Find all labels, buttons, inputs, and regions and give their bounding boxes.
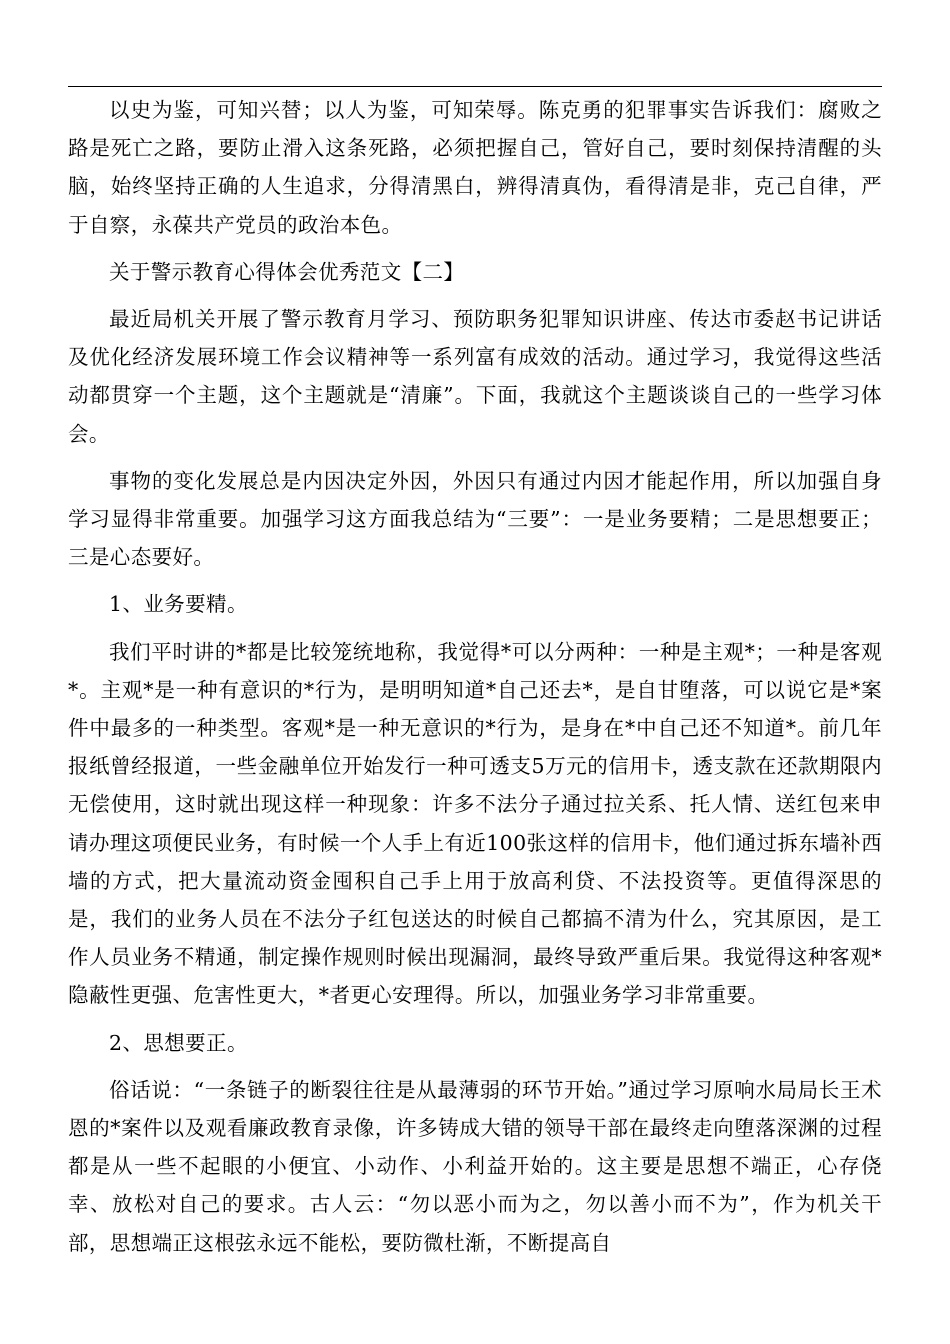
header-rule bbox=[68, 86, 882, 87]
paragraph-three-requirements: 事物的变化发展总是内因决定外因，外因只有通过内因才能起作用，所以加强自身学习显得非常重要。加强学习这方面我总结为“三要”：一是业务要精；二是思想要正；三是心态要好。 bbox=[68, 468, 882, 570]
section-heading: 关于警示教育心得体会优秀范文【二】 bbox=[109, 259, 465, 284]
paragraph-business: 我们平时讲的*都是比较笼统地称，我觉得*可以分两种：一种是主观*；一种是客观*。主观*是一种有意识的*行为，是明明知道*自己还去*，是自甘堕落，可以说它是*案件中最多的一种类型。客观*是一种无意识的*行为，是身在*中自己还不知道*。前几年报纸曾经报道，一些金融单位开始发行一种可透支5万元的信用卡，透支款在还款期限内无偿使用，这时就出现这样一种现象：许多不法分子通过拉关系、托人情、送红包来申请办理这项便民业务，有时候一个人手上有近100张这样的信用卡，他们通过拆东墙补西墙的方式，把大量流动资金囤积自己手上用于放高利贷、不法投资等。更值得深思的是，我们的业务人员在不法分子红包送达的时候自己都搞不清为什么，究其原因，是工作人员业务不精通，制定操作规则时候出现漏洞，最终导致严重后果。我觉得这种客观*隐蔽性更强、危害性更大，*者更心安理得。所以，加强业务学习非常重要。 bbox=[68, 639, 882, 1008]
document-body bbox=[68, 91, 882, 1271]
paragraph-intro: 最近局机关开展了警示教育月学习、预防职务犯罪知识讲座、传达市委赵书记讲话及优化经济发展环境工作会议精神等一系列富有成效的活动。通过学习，我觉得这些活动都贯穿一个主题，这个主题就是“清廉”。下面，我就这个主题谈谈自己的一些学习体会。 bbox=[68, 307, 882, 446]
paragraph-conclusion: 以史为鉴，可知兴替；以人为鉴，可知荣辱。陈克勇的犯罪事实告诉我们：腐败之路是死亡之路，要防止滑入这条死路，必须把握自己，管好自己，要时刻保持清醒的头脑，始终坚持正确的人生追求，分得清黑白，辨得清真伪，看得清是非，克己自律，严于自察，永葆共产党员的政治本色。 bbox=[68, 98, 882, 237]
subheading-business: 1、业务要精。 bbox=[109, 592, 248, 617]
subheading-thinking: 2、思想要正。 bbox=[109, 1030, 248, 1055]
paragraph-thinking: 俗话说：“一条链子的断裂往往是从最薄弱的环节开始。”通过学习原响水局局长王术恩的*案件以及观看廉政教育录像，许多铸成大错的领导干部在最终走向堕落深渊的过程都是从一些不起眼的小便宜、小动作、小利益开始的。这主要是思想不端正，心存侥幸、放松对自己的要求。古人云：“勿以恶小而为之，勿以善小而不为”，作为机关干部，思想端正这根弦永远不能松，要防微杜渐，不断提高自 bbox=[68, 1077, 882, 1255]
